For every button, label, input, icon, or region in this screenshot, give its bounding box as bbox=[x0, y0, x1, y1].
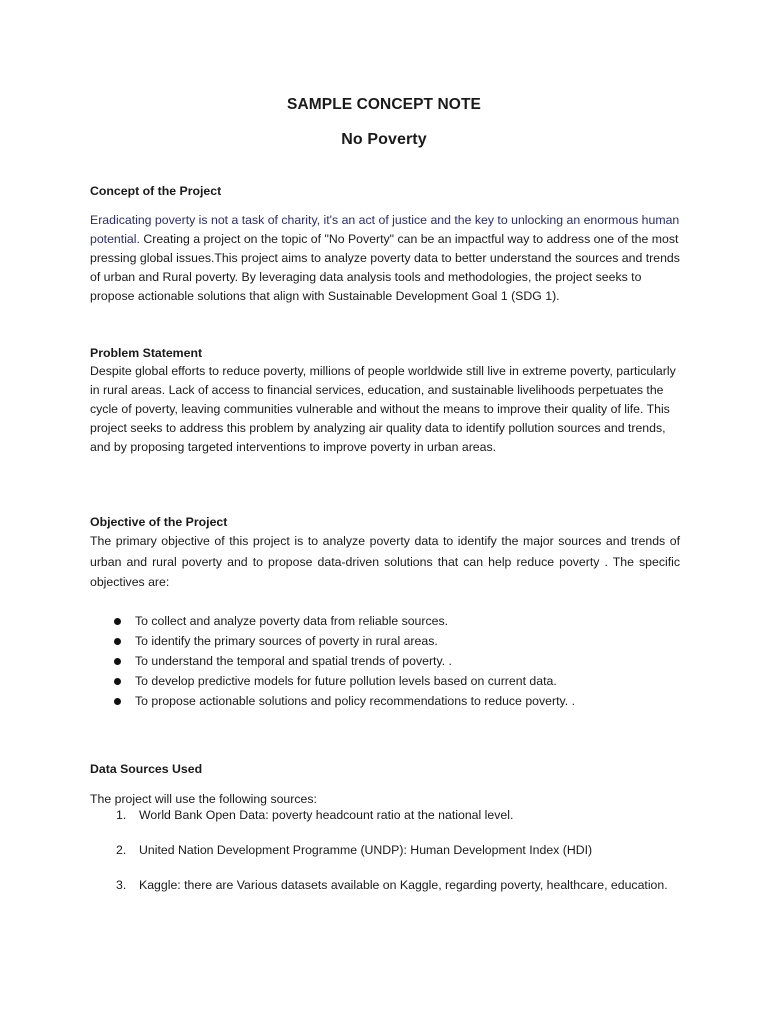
bullet-dot-icon bbox=[114, 638, 121, 645]
data-sources-intro: The project will use the following sources: bbox=[90, 792, 317, 806]
data-sources-heading: Data Sources Used bbox=[90, 762, 203, 776]
concept-heading: Concept of the Project bbox=[90, 184, 222, 198]
list-number: 1. bbox=[116, 808, 127, 822]
data-source-text: World Bank Open Data: poverty headcount ratio at the national level. bbox=[139, 808, 514, 822]
bullet-dot-icon bbox=[114, 678, 121, 685]
objective-bullet-list bbox=[90, 611, 690, 711]
document-subtitle: No Poverty bbox=[341, 131, 427, 148]
data-source-text: United Nation Development Programme (UNDP): Human Development Index (HDI) bbox=[139, 843, 593, 857]
bullet-text: To propose actionable solutions and policy recommendations to reduce poverty. . bbox=[135, 694, 575, 708]
bullet-item bbox=[90, 631, 690, 651]
objective-heading: Objective of the Project bbox=[90, 515, 228, 529]
data-source-item bbox=[90, 876, 678, 894]
data-source-text: Kaggle: there are Various datasets available on Kaggle, regarding poverty, healthcare, education. bbox=[139, 878, 668, 892]
bullet-dot-icon bbox=[114, 698, 121, 705]
concept-paragraph bbox=[90, 211, 680, 306]
list-number: 2. bbox=[116, 843, 127, 857]
data-source-item bbox=[90, 841, 678, 859]
bullet-dot-icon bbox=[114, 658, 121, 665]
bullet-item bbox=[90, 651, 690, 671]
bullet-item bbox=[90, 611, 690, 631]
problem-heading: Problem Statement bbox=[90, 346, 203, 360]
bullet-text: To develop predictive models for future pollution levels based on current data. bbox=[135, 674, 557, 688]
bullet-text: To identify the primary sources of poverty in rural areas. bbox=[135, 634, 438, 648]
problem-paragraph: Despite global efforts to reduce poverty, millions of people worldwide still live in extreme poverty, particularly in rural areas. Lack of access to financial services, education, and sustainable livelihoods perpetuates the cycle of poverty, leaving communities vulnerable and without the means to improve their quality of life. This project seeks to address this problem by analyzing air quality data to identify pollution sources and trends, and by proposing targeted interventions to improve poverty in urban areas. bbox=[90, 364, 676, 454]
list-number: 3. bbox=[116, 878, 127, 892]
bullet-item bbox=[90, 691, 690, 711]
data-source-item bbox=[90, 806, 678, 824]
objective-paragraph: The primary objective of this project is to analyze poverty data to identify the major sources and trends of urban and rural poverty and to propose data-driven solutions that can help reduce poverty . The specific objectives are: bbox=[90, 534, 680, 589]
bullet-text: To collect and analyze poverty data from reliable sources. bbox=[135, 614, 449, 628]
bullet-text: To understand the temporal and spatial trends of poverty. . bbox=[135, 654, 452, 668]
document-title: SAMPLE CONCEPT NOTE bbox=[287, 96, 481, 113]
bullet-item bbox=[90, 671, 690, 691]
data-sources-list bbox=[90, 806, 678, 894]
bullet-dot-icon bbox=[114, 618, 121, 625]
concept-quote: Eradicating poverty is not a task of charity, it's an act of justice and the key to unlocking an enormous human potential. bbox=[90, 213, 680, 246]
concept-body: Creating a project on the topic of "No Poverty" can be an impactful way to address one of the most pressing global issues.This project aims to analyze poverty data to better understand the sources and trends of urban and Rural poverty. By leveraging data analysis tools and methodologies, the project seeks to propose actionable solutions that align with Sustainable Development Goal 1 (SDG 1). bbox=[90, 232, 680, 303]
